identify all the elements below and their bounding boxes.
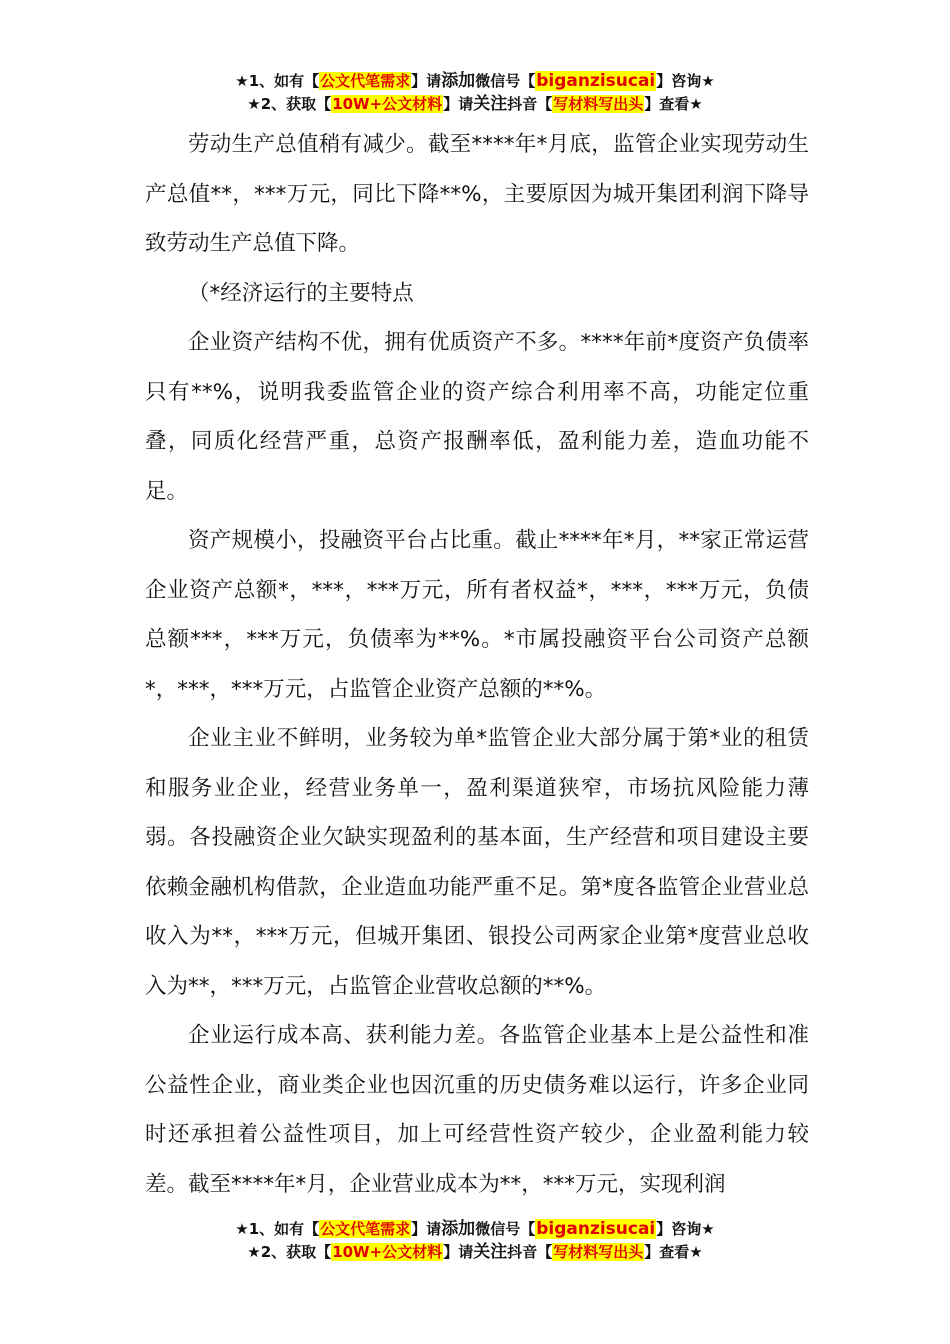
- banner-text: ★1、如有【: [235, 1220, 320, 1238]
- top-banner: [0, 70, 950, 116]
- bottom-banner: [0, 1218, 950, 1264]
- banner-line-2: [0, 93, 950, 116]
- banner-text: 】请: [411, 72, 442, 90]
- banner-line-1: [0, 70, 950, 93]
- banner-text: ★1、如有【: [235, 72, 320, 90]
- banner-highlight: biganzisucai: [536, 71, 656, 91]
- banner-line-2: [0, 1241, 950, 1264]
- paragraph: 资产规模小，投融资平台占比重。截止****年*月，**家正常运营企业资产总额*，***，***万元，所有者权益*，***，***万元，负债总额***，***万元，负债率为**%。*市属投融资平台公司资产总额*，***，***万元，占监管企业资产总额的**%。: [145, 528, 809, 702]
- paragraph: 企业资产结构不优，拥有优质资产不多。****年前*度资产负债率只有**%，说明我委监管企业的资产综合利用率不高，功能定位重叠，同质化经营严重，总资产报酬率低，盈利能力差，造血功能不足。: [145, 330, 809, 504]
- banner-highlight: biganzisucai: [536, 1219, 656, 1239]
- banner-text: 】查看★: [644, 95, 703, 113]
- banner-highlight: 10W+公文材料: [332, 95, 443, 113]
- banner-emphasis: 关注: [473, 94, 508, 114]
- banner-text: 】请: [443, 95, 474, 113]
- banner-line-1: [0, 1218, 950, 1241]
- banner-text: 】咨询★: [656, 72, 715, 90]
- document-body: [145, 120, 809, 1209]
- banner-text: 抖音【: [507, 1243, 553, 1261]
- banner-text: 抖音【: [507, 95, 553, 113]
- banner-emphasis: 添加: [441, 1219, 476, 1239]
- section-heading: （*经济运行的主要特点: [188, 280, 414, 306]
- banner-highlight: 写材料写出头: [553, 95, 644, 113]
- banner-text: 】咨询★: [656, 1220, 715, 1238]
- banner-emphasis: 添加: [441, 71, 476, 91]
- paragraph: 企业主业不鲜明，业务较为单*监管企业大部分属于第*业的租赁和服务业企业，经营业务单一，盈利渠道狭窄，市场抗风险能力薄弱。各投融资企业欠缺实现盈利的基本面，生产经营和项目建设主要依赖金融机构借款，企业造血功能严重不足。第*度各监管企业营业总收入为**，***万元，但城开集团、银投公司两家企业第*度营业总收入为**，***万元，占监管企业营收总额的**%。: [145, 726, 809, 999]
- banner-text: ★2、获取【: [247, 95, 332, 113]
- banner-text: 微信号【: [475, 1220, 536, 1238]
- banner-emphasis: 关注: [473, 1242, 508, 1262]
- banner-highlight: 写材料写出头: [553, 1243, 644, 1261]
- paragraph: 企业运行成本高、获利能力差。各监管企业基本上是公益性和准公益性企业，商业类企业也因沉重的历史债务难以运行，许多企业同时还承担着公益性项目，加上可经营性资产较少，企业盈利能力较差。截至****年*月，企业营业成本为**，***万元，实现利润: [145, 1023, 809, 1197]
- banner-highlight: 10W+公文材料: [332, 1243, 443, 1261]
- banner-text: 微信号【: [475, 72, 536, 90]
- banner-highlight: 公文代笔需求: [320, 72, 411, 90]
- banner-text: 】查看★: [644, 1243, 703, 1261]
- banner-text: ★2、获取【: [247, 1243, 332, 1261]
- banner-highlight: 公文代笔需求: [320, 1220, 411, 1238]
- paragraph: 劳动生产总值稍有减少。截至****年*月底，监管企业实现劳动生产总值**，***万元，同比下降**%，主要原因为城开集团利润下降导致劳动生产总值下降。: [145, 132, 809, 256]
- banner-text: 】请: [443, 1243, 474, 1261]
- banner-text: 】请: [411, 1220, 442, 1238]
